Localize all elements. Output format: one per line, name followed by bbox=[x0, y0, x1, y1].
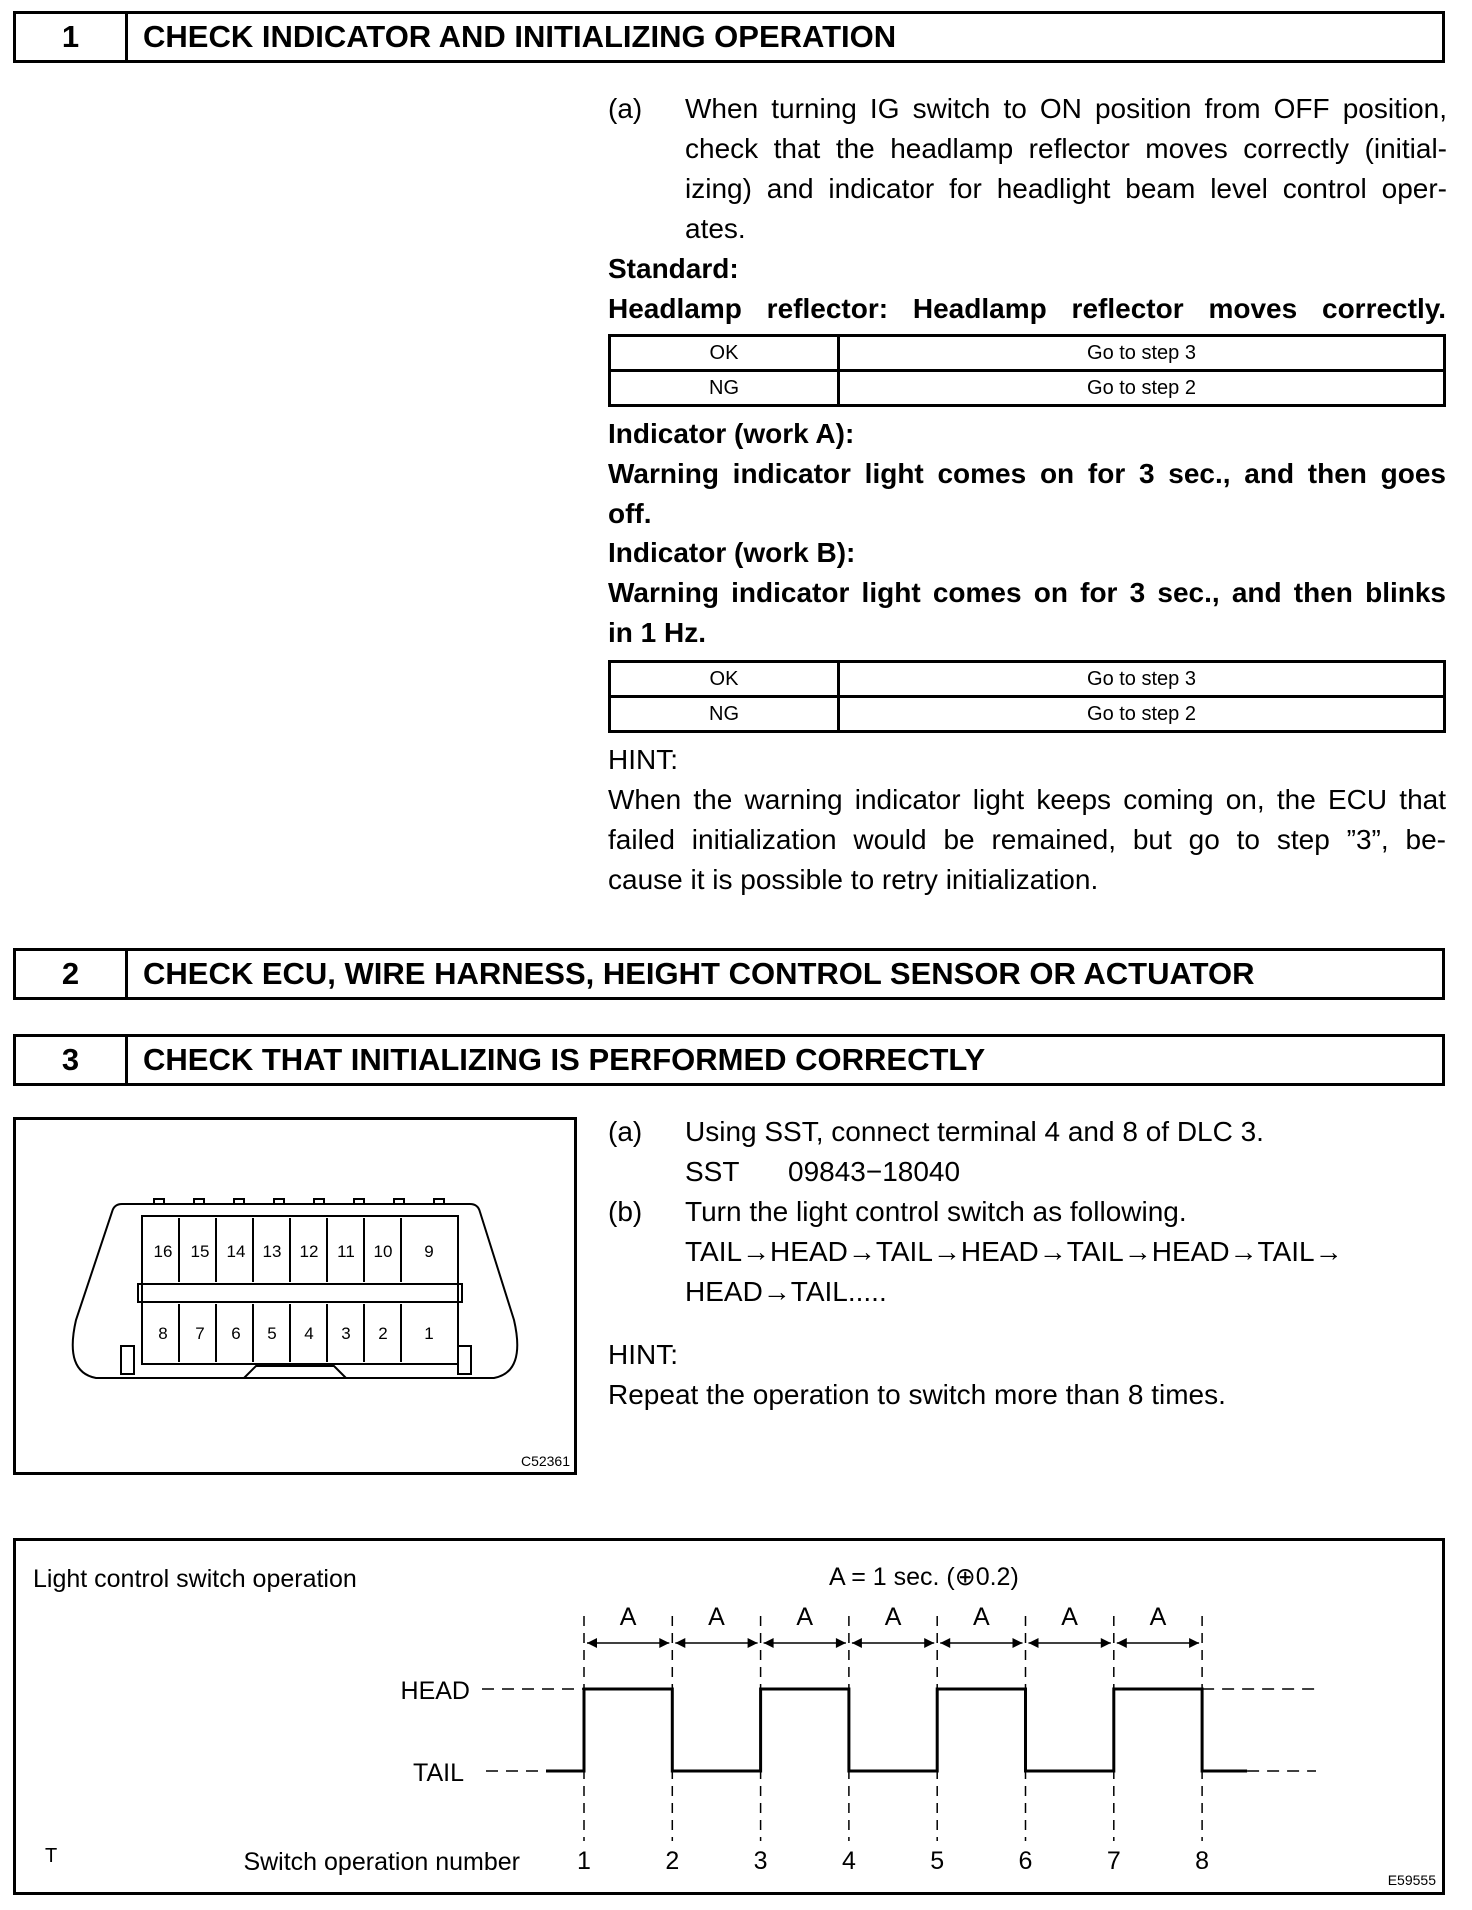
operation-number: 3 bbox=[753, 1847, 768, 1875]
level-label-tail: TAIL bbox=[413, 1759, 464, 1787]
operation-number: 1 bbox=[577, 1847, 591, 1875]
pin-label: 11 bbox=[337, 1242, 355, 1261]
corner-mark: T bbox=[45, 1845, 58, 1867]
pin-label: 5 bbox=[267, 1324, 277, 1343]
pin-label: 1 bbox=[424, 1324, 434, 1343]
interval-label: A bbox=[1061, 1603, 1078, 1631]
pin-label: 8 bbox=[158, 1324, 168, 1343]
switch-state-waveform bbox=[546, 1689, 1247, 1771]
instruction-line: Using SST, connect terminal 4 and 8 of DLC 3. bbox=[685, 1116, 1264, 1147]
instruction-line: When turning IG switch to ON position from OFF position, bbox=[685, 93, 1447, 124]
interval-label: A bbox=[1149, 1603, 1167, 1631]
pin-label: 2 bbox=[378, 1324, 388, 1343]
interval-label: A bbox=[884, 1603, 902, 1631]
pin-label: 12 bbox=[299, 1242, 319, 1261]
pin-label: 9 bbox=[424, 1242, 434, 1261]
result-cell: NG bbox=[610, 697, 839, 732]
table-row bbox=[610, 336, 1445, 371]
standard-label: Standard: bbox=[608, 253, 739, 284]
result-cell: OK bbox=[610, 662, 839, 697]
action-cell: Go to step 2 bbox=[839, 697, 1445, 732]
switch-sequence: HEAD→TAIL..... bbox=[685, 1276, 887, 1307]
indicator-a-label: Indicator (work A): bbox=[608, 418, 855, 449]
figure-code: E59555 bbox=[1387, 1872, 1436, 1888]
pin-label: 4 bbox=[304, 1324, 314, 1343]
dlc3-connector-figure bbox=[13, 1117, 577, 1475]
chart-title: Light control switch operation bbox=[33, 1565, 357, 1593]
result-table-2 bbox=[608, 660, 1446, 733]
action-cell: Go to step 3 bbox=[839, 662, 1445, 697]
instruction-line: check that the headlamp reflector moves correctly (initial- bbox=[685, 133, 1447, 164]
interval-label: A bbox=[796, 1603, 814, 1631]
result-table-1 bbox=[608, 334, 1446, 407]
operation-number: 6 bbox=[1018, 1847, 1033, 1875]
step-number: 1 bbox=[16, 14, 128, 60]
operation-number: 2 bbox=[665, 1847, 680, 1875]
figure-code: C52361 bbox=[520, 1453, 570, 1469]
hint-text: failed initialization would be remained, but go to step ”3”, be- bbox=[608, 824, 1446, 855]
table-row bbox=[610, 662, 1445, 697]
operation-number: 7 bbox=[1106, 1847, 1121, 1875]
step-2-header bbox=[13, 948, 1445, 1000]
pin-label: 10 bbox=[373, 1242, 393, 1261]
hint-text: cause it is possible to retry initialization. bbox=[608, 864, 1099, 895]
sst-label: SST bbox=[685, 1156, 740, 1187]
step-title: CHECK ECU, WIRE HARNESS, HEIGHT CONTROL SENSOR OR ACTUATOR bbox=[143, 956, 1255, 991]
table-row bbox=[610, 371, 1445, 406]
sst-number: 09843−18040 bbox=[788, 1156, 961, 1187]
item-marker: (a) bbox=[608, 93, 643, 124]
item-marker: (b) bbox=[608, 1196, 643, 1227]
switch-sequence: TAIL→HEAD→TAIL→HEAD→TAIL→HEAD→TAIL→ bbox=[685, 1236, 1343, 1267]
pin-label: 14 bbox=[226, 1242, 246, 1261]
step-1-header bbox=[13, 11, 1445, 63]
instruction-line: Turn the light control switch as following. bbox=[685, 1196, 1187, 1227]
pin-label: 7 bbox=[195, 1324, 205, 1343]
interval-label: A bbox=[619, 1603, 637, 1631]
instruction-line: ates. bbox=[685, 213, 746, 244]
step-number: 3 bbox=[16, 1037, 128, 1083]
timing-chart bbox=[16, 1541, 1442, 1892]
step-3-header bbox=[13, 1034, 1445, 1086]
step-number: 2 bbox=[16, 951, 128, 997]
result-cell: NG bbox=[610, 371, 839, 406]
hint-text: Repeat the operation to switch more than 8 times. bbox=[608, 1379, 1226, 1410]
table-row bbox=[610, 697, 1445, 732]
interval-formula: A = 1 sec. (⊕0.2) bbox=[829, 1563, 1019, 1591]
action-cell: Go to step 2 bbox=[839, 371, 1445, 406]
step-title: CHECK THAT INITIALIZING IS PERFORMED CORRECTLY bbox=[143, 1042, 986, 1077]
pin-label: 13 bbox=[262, 1242, 282, 1261]
item-marker: (a) bbox=[608, 1116, 643, 1147]
pin-label: 15 bbox=[190, 1242, 210, 1261]
hint-label: HINT: bbox=[608, 744, 678, 775]
instruction-line: izing) and indicator for headlight beam level control oper- bbox=[685, 173, 1447, 204]
level-label-head: HEAD bbox=[400, 1677, 470, 1705]
timing-chart-figure bbox=[13, 1538, 1445, 1895]
operation-number: 5 bbox=[930, 1847, 945, 1875]
result-cell: OK bbox=[610, 336, 839, 371]
indicator-b-text: Warning indicator light comes on for 3 sec., and then blinks bbox=[608, 577, 1446, 608]
indicator-b-text: in 1 Hz. bbox=[608, 617, 707, 648]
pin-label: 3 bbox=[341, 1324, 351, 1343]
operation-number: 8 bbox=[1195, 1847, 1210, 1875]
x-axis-label: Switch operation number bbox=[243, 1848, 520, 1876]
pin-label: 16 bbox=[153, 1242, 173, 1261]
hint-text: When the warning indicator light keeps coming on, the ECU that bbox=[608, 784, 1446, 815]
interval-label: A bbox=[708, 1603, 725, 1631]
action-cell: Go to step 3 bbox=[839, 336, 1445, 371]
indicator-a-text: Warning indicator light comes on for 3 sec., and then goes bbox=[608, 458, 1446, 489]
interval-label: A bbox=[973, 1603, 990, 1631]
hint-label: HINT: bbox=[608, 1339, 678, 1370]
indicator-b-label: Indicator (work B): bbox=[608, 537, 856, 568]
operation-number: 4 bbox=[841, 1847, 856, 1875]
step-title: CHECK INDICATOR AND INITIALIZING OPERATION bbox=[143, 19, 897, 54]
dlc3-connector-diagram bbox=[16, 1120, 574, 1472]
indicator-a-text: off. bbox=[608, 498, 652, 529]
reflector-standard: Headlamp reflector: Headlamp reflector moves correctly. bbox=[608, 293, 1446, 324]
pin-label: 6 bbox=[231, 1324, 241, 1343]
